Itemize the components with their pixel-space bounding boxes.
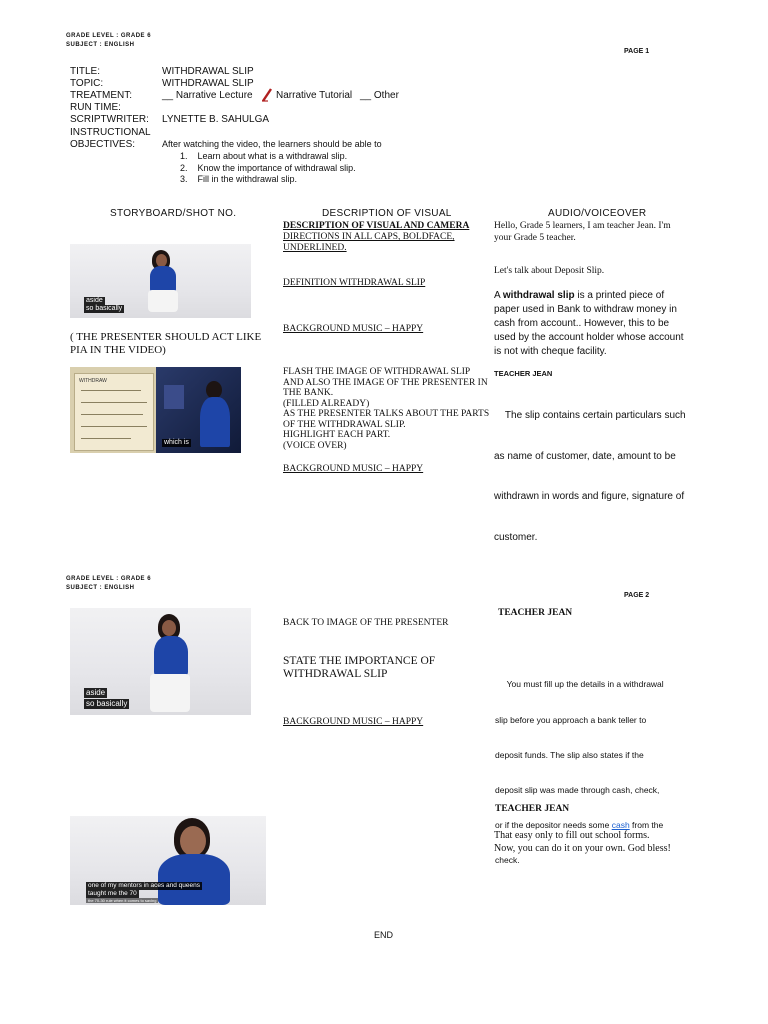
particulars-line: customer. (494, 531, 538, 543)
definition-rest: is a printed piece of (574, 290, 665, 301)
teacher-label: TEACHER JEAN (494, 369, 553, 378)
definition-prefix: A (494, 290, 503, 301)
flash-line: THE BANK. (283, 388, 334, 398)
flash-line: AND ALSO THE IMAGE OF THE PRESENTER IN (283, 377, 488, 388)
closing-line: That easy only to fill out school forms. (494, 830, 650, 841)
particulars-line: The slip contains certain particulars such (494, 410, 686, 421)
lets-talk-line: Let's talk about Deposit Slip. (494, 266, 605, 276)
flash-line: FLASH THE IMAGE OF WITHDRAWAL SLIP (283, 367, 471, 377)
objectives-intro: After watching the video, the learners should be able to (162, 139, 382, 149)
video-caption: which is (164, 439, 189, 446)
page-number: PAGE 2 (624, 592, 650, 599)
treatment-option-other: __ Other (360, 90, 399, 101)
video-caption: so basically (86, 699, 128, 708)
end-marker: END (374, 930, 394, 940)
closing-paragraph (494, 829, 671, 855)
title-label: TITLE: (70, 66, 101, 77)
column-heading-description: DESCRIPTION OF VISUAL (322, 208, 452, 219)
subject: SUBJECT : ENGLISH (66, 585, 135, 591)
directions-line: UNDERLINED. (283, 243, 347, 253)
particulars-paragraph (494, 382, 686, 571)
treatment-option-tutorial: Narrative Tutorial (276, 90, 353, 101)
scriptwriter-label: SCRIPTWRITER: (70, 114, 149, 125)
teacher-label: TEACHER JEAN (498, 608, 573, 618)
treatment-label: TREATMENT: (70, 90, 133, 101)
importance-line: slip before you approach a bank teller to (495, 714, 647, 725)
importance-text: or if the depositor needs some (495, 819, 612, 830)
background-music-direction: BACKGROUND MUSIC – HAPPY (283, 464, 424, 474)
page-number: PAGE 1 (624, 48, 650, 55)
video-caption: taught me the 70 (88, 890, 137, 897)
directions-text: DESCRIPTION OF VISUAL AND CAMERA (283, 221, 470, 231)
presenter-closeup-image (70, 816, 266, 905)
definition-first-line (494, 289, 704, 303)
directions-line (283, 221, 469, 232)
importance-line: deposit slip was made through cash, check, (495, 784, 660, 795)
flash-line: AS THE PRESENTER TALKS ABOUT THE PARTS (283, 409, 490, 419)
video-caption: aside (86, 688, 106, 697)
directions-line: DIRECTIONS IN ALL CAPS, BOLDFACE, (283, 232, 455, 242)
definition-line: cash from account.. However, this to be (494, 318, 670, 329)
presenter-note (70, 331, 261, 357)
background-music-direction: BACKGROUND MUSIC – HAPPY (283, 324, 424, 334)
flash-line: HIGHLIGHT EACH PART. (283, 430, 391, 440)
objective-item: 1. Learn about what is a withdrawal slip. (180, 151, 348, 161)
greeting-line: your Grade 5 teacher. (494, 233, 576, 243)
teacher-label: TEACHER JEAN (495, 804, 570, 814)
scriptwriter-value: LYNETTE B. SAHULGA (162, 114, 270, 125)
cash-link[interactable]: cash (611, 819, 630, 830)
definition-line: is not with cheque facility. (494, 346, 607, 357)
runtime-label: RUN TIME: (70, 102, 121, 113)
objectives-label-1: INSTRUCTIONAL (70, 127, 151, 138)
video-caption: the 70-30 rule when it comes to saving (88, 898, 157, 903)
subject: SUBJECT : ENGLISH (66, 42, 135, 48)
importance-text: from the (629, 819, 664, 830)
withdrawal-slip-image (70, 367, 241, 453)
grade-level: GRADE LEVEL : GRADE 6 (66, 33, 152, 39)
definition-direction: DEFINITION WITHDRAWAL SLIP (283, 278, 426, 288)
title-value: WITHDRAWAL SLIP (162, 66, 254, 77)
objective-item: 3. Fill in the withdrawal slip. (180, 174, 298, 184)
importance-line: deposit funds. The slip also states if the (495, 749, 644, 760)
definition-term: withdrawal slip (502, 290, 575, 301)
state-importance-direction (283, 655, 435, 681)
back-direction: BACK TO IMAGE OF THE PRESENTER (283, 618, 449, 628)
closing-line: Now, you can do it on your own. God bless! (494, 843, 671, 854)
definition-line: paper used in Bank to withdraw money in (494, 304, 677, 315)
flash-directions (283, 367, 489, 451)
presenter-image (70, 244, 251, 318)
flash-line: (VOICE OVER) (283, 440, 347, 451)
greeting-line: Hello, Grade 5 learners, I am teacher Jean. I'm (494, 221, 671, 231)
state-line: STATE THE IMPORTANCE OF (283, 655, 436, 667)
objective-item: 2. Know the importance of withdrawal slip. (180, 163, 356, 173)
importance-line: check. (495, 854, 520, 865)
definition-line: used by the account holder whose account (494, 332, 684, 343)
state-line: WITHDRAWAL SLIP (283, 668, 388, 680)
treatment-option-lecture: __ Narrative Lecture (162, 90, 253, 101)
topic-value: WITHDRAWAL SLIP (162, 78, 254, 89)
particulars-line: as name of customer, date, amount to be (494, 450, 676, 462)
objectives-label-2: OBJECTIVES: (70, 139, 136, 150)
presenter-note-line: PIA IN THE VIDEO) (70, 344, 166, 356)
presenter-note-line: ( THE PRESENTER SHOULD ACT LIKE (70, 331, 262, 343)
flash-line: OF THE WITHDRAWAL SLIP. (283, 419, 406, 430)
video-caption: one of my mentors in aces and queens (88, 882, 201, 889)
topic-label: TOPIC: (70, 78, 104, 89)
presenter-image (70, 608, 251, 715)
background-music-direction: BACKGROUND MUSIC – HAPPY (283, 717, 424, 727)
column-heading-storyboard: STORYBOARD/SHOT NO. (110, 208, 237, 219)
flash-line: (FILLED ALREADY) (283, 398, 370, 409)
video-caption: aside (86, 297, 103, 304)
column-heading-audio: AUDIO/VOICEOVER (548, 208, 647, 219)
slip-heading: WITHDRAW (79, 378, 107, 384)
definition-paragraph (494, 289, 704, 359)
video-caption: so basically (86, 305, 123, 312)
particulars-line: withdrawn in words and figure, signature of (494, 491, 685, 502)
check-mark-icon (262, 88, 272, 102)
greeting (494, 220, 671, 244)
importance-line: You must fill up the details in a withdrawal (495, 679, 664, 690)
grade-level: GRADE LEVEL : GRADE 6 (66, 576, 152, 582)
